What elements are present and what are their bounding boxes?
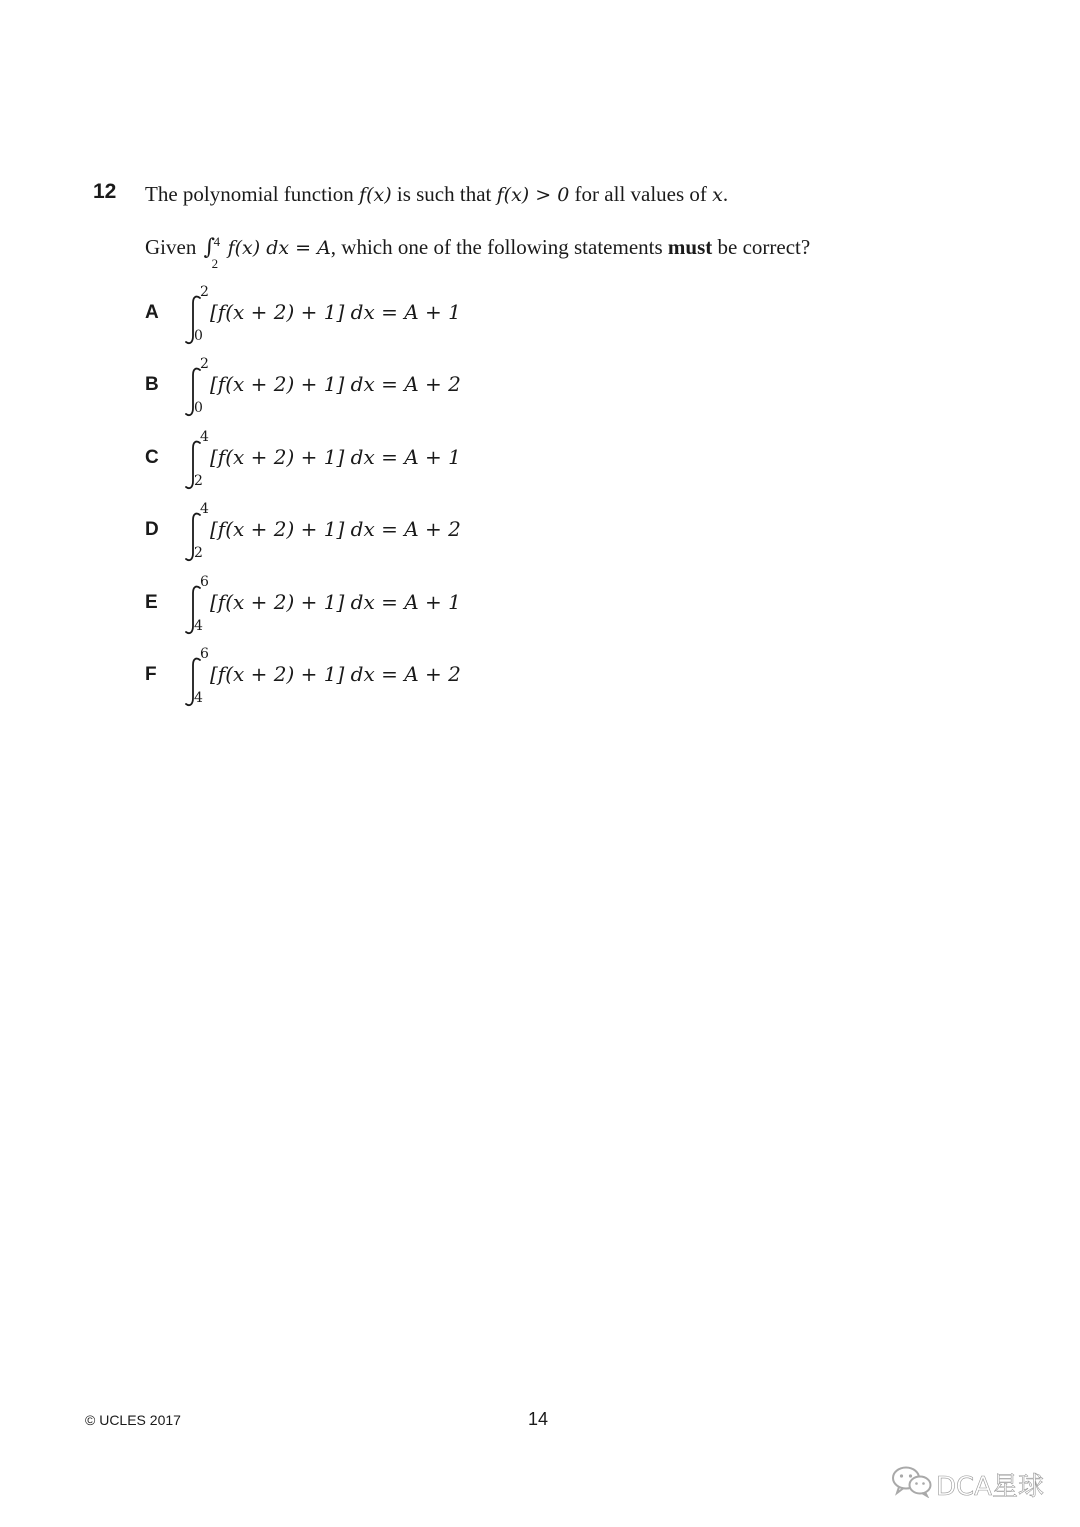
upper-limit: 2	[200, 356, 209, 372]
watermark	[890, 1462, 1060, 1502]
option-expression: [f(x + 2) + 1] dx = A + 1	[210, 590, 461, 614]
question-number: 12	[93, 180, 117, 203]
option-letter: E	[145, 592, 158, 613]
upper-limit: 4	[200, 429, 209, 445]
lower-limit: 0	[194, 328, 203, 344]
page-number: 14	[528, 1409, 549, 1429]
option-expression: [f(x + 2) + 1] dx = A + 2	[210, 372, 461, 396]
wechat-icon	[890, 1464, 934, 1498]
option-f	[145, 646, 565, 712]
option-expression: [f(x + 2) + 1] dx = A + 1	[210, 445, 461, 469]
stem-text: Given	[145, 235, 202, 259]
option-b	[145, 356, 565, 422]
stem-text: .	[722, 182, 729, 206]
watermark-text: DCA星球	[936, 1472, 1044, 1502]
upper-limit: 6	[200, 574, 209, 590]
question-stem-line-1	[145, 180, 728, 209]
option-c	[145, 429, 565, 495]
stem-text: be correct?	[712, 235, 811, 259]
lower-limit: 4	[194, 690, 203, 706]
lower-limit: 0	[194, 400, 203, 416]
option-letter: C	[145, 447, 159, 468]
stem-text: is such that	[391, 182, 497, 206]
math-fx: f(x)	[359, 184, 392, 206]
lower-limit: 2	[194, 545, 203, 561]
option-letter: D	[145, 519, 159, 540]
stem-text: for all values of	[569, 182, 713, 206]
given-upper-limit: 4	[213, 234, 221, 249]
stem-text: , which one of the following statements	[330, 235, 668, 259]
stem-text: The polynomial function	[145, 182, 360, 206]
option-expression: [f(x + 2) + 1] dx = A + 2	[210, 662, 461, 686]
lower-limit: 2	[194, 473, 203, 489]
option-letter: A	[145, 302, 159, 323]
option-d	[145, 501, 565, 567]
upper-limit: 4	[200, 501, 209, 517]
upper-limit: 6	[200, 646, 209, 662]
question-stem-line-2	[145, 232, 811, 271]
option-letter: F	[145, 664, 157, 685]
option-e	[145, 574, 565, 640]
option-a	[145, 284, 565, 350]
upper-limit: 2	[200, 284, 209, 300]
given-expression: f(x) dx = A	[227, 237, 331, 259]
lower-limit: 4	[194, 618, 203, 634]
option-letter: B	[145, 374, 159, 395]
copyright: © UCLES 2017	[85, 1412, 181, 1428]
math-x: x	[712, 184, 723, 206]
option-expression: [f(x + 2) + 1] dx = A + 1	[210, 300, 461, 324]
given-lower-limit: 2	[211, 256, 219, 271]
emphasis-must: must	[667, 235, 713, 259]
math-inequality: f(x) > 0	[496, 184, 570, 206]
given-integral	[202, 232, 228, 271]
option-expression: [f(x + 2) + 1] dx = A + 2	[210, 517, 461, 541]
integral-sign-icon: ∫	[203, 235, 216, 260]
